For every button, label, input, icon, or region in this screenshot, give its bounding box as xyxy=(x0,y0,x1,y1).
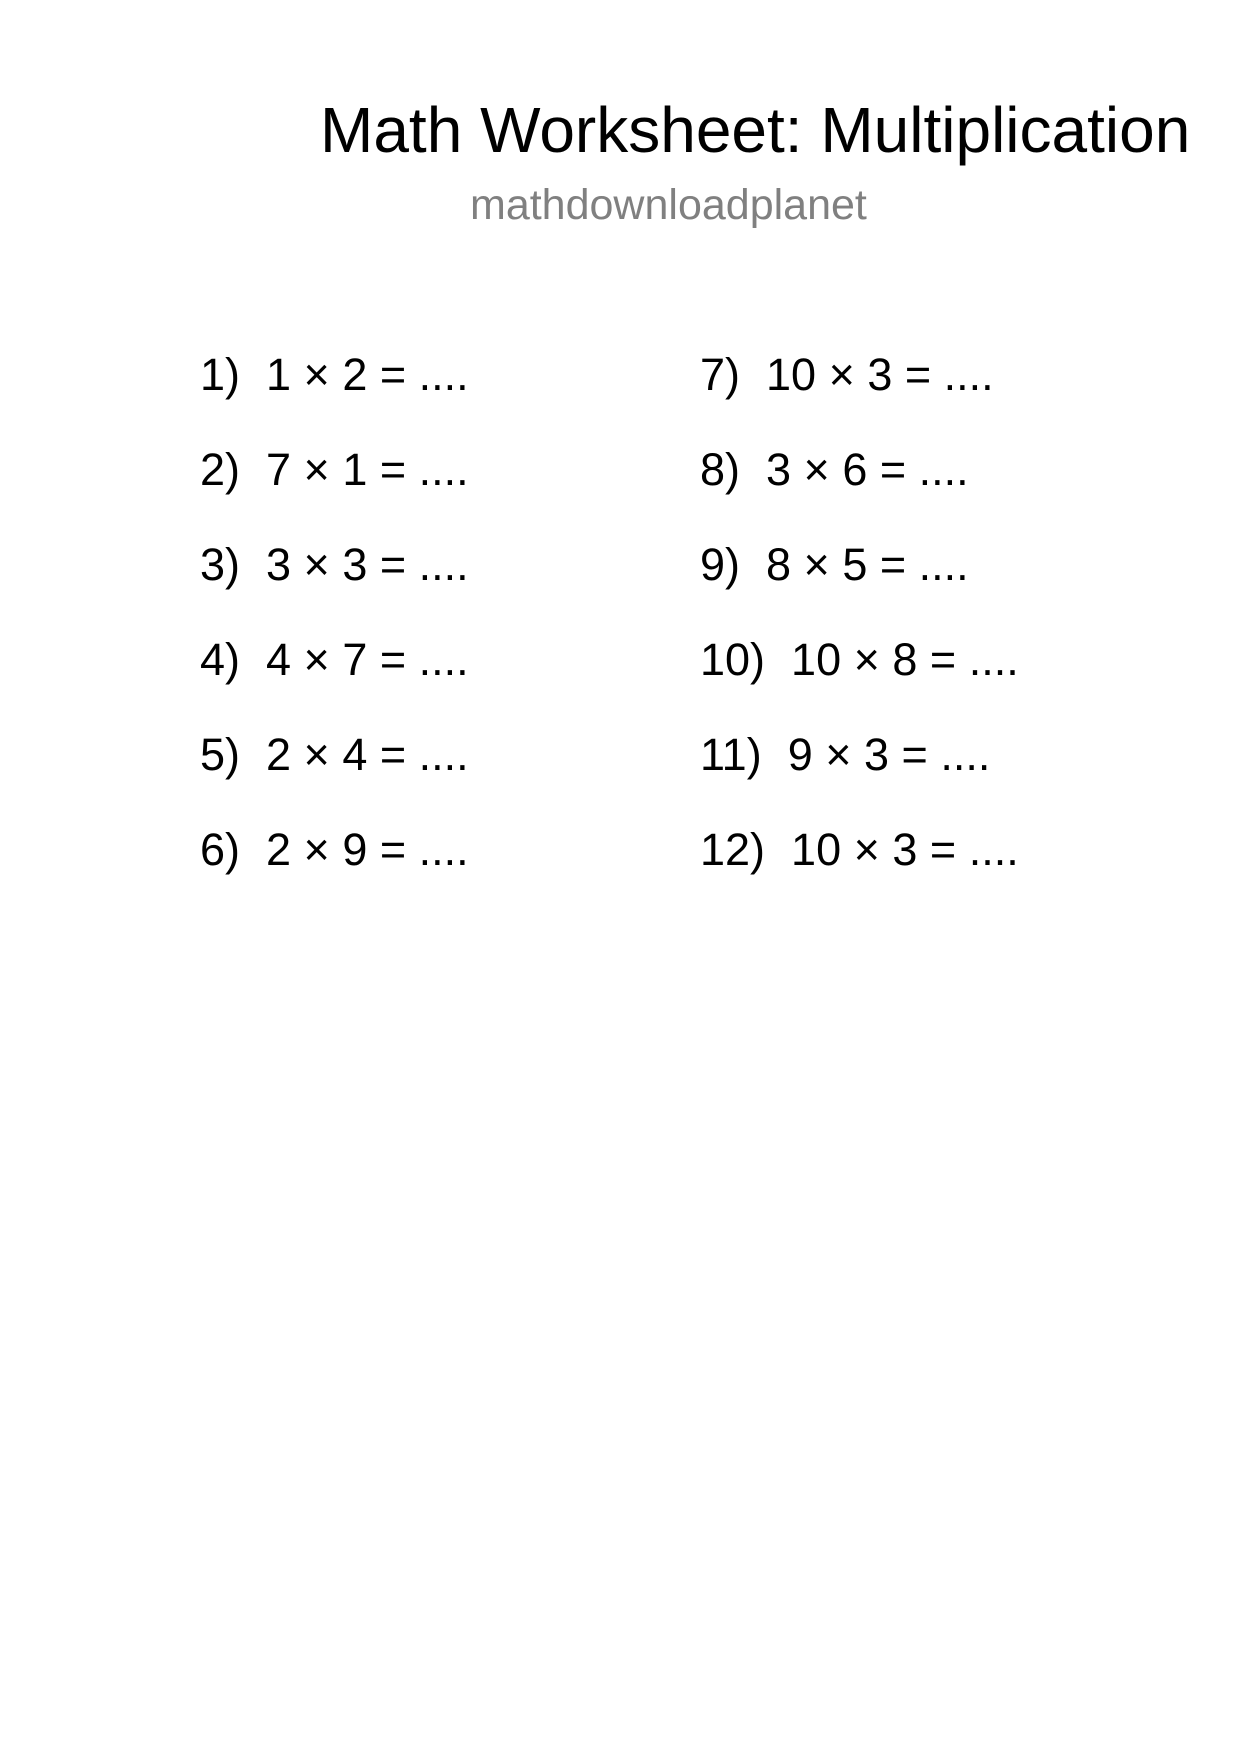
problem-item xyxy=(700,824,1019,922)
problem-item xyxy=(700,539,1019,637)
problem-item xyxy=(200,444,469,542)
problem-expression: 8 × 5 = .... xyxy=(766,539,969,590)
problem-number: 5) xyxy=(200,729,241,780)
problem-item xyxy=(200,729,469,827)
problem-expression: 3 × 6 = .... xyxy=(766,444,969,495)
problem-item xyxy=(700,634,1019,732)
problem-number: 11) xyxy=(700,729,762,780)
problem-expression: 10 × 8 = .... xyxy=(791,634,1019,685)
problem-number: 8) xyxy=(700,444,741,495)
problem-expression: 10 × 3 = .... xyxy=(791,824,1019,875)
worksheet-title: Math Worksheet: Multiplication xyxy=(320,94,1191,166)
problem-item xyxy=(700,729,1019,827)
problem-number: 12) xyxy=(700,824,766,875)
problem-expression: 2 × 9 = .... xyxy=(266,824,469,875)
problem-item xyxy=(200,349,469,447)
problem-number: 3) xyxy=(200,539,241,590)
problem-column-right xyxy=(700,349,1019,922)
problem-number: 1) xyxy=(200,349,241,400)
problem-expression: 7 × 1 = .... xyxy=(266,444,469,495)
problem-expression: 9 × 3 = .... xyxy=(787,729,991,780)
problem-number: 7) xyxy=(700,349,741,400)
problem-item xyxy=(200,634,469,732)
problem-expression: 10 × 3 = .... xyxy=(766,349,994,400)
problem-item xyxy=(700,444,1019,542)
problem-expression: 2 × 4 = .... xyxy=(266,729,469,780)
problem-expression: 3 × 3 = .... xyxy=(266,539,469,590)
problem-expression: 1 × 2 = .... xyxy=(266,349,469,400)
problem-number: 2) xyxy=(200,444,241,495)
problem-item xyxy=(200,539,469,637)
problem-number: 4) xyxy=(200,634,241,685)
problem-item xyxy=(700,349,1019,447)
problem-number: 6) xyxy=(200,824,241,875)
problem-column-left xyxy=(200,349,469,922)
problem-number: 9) xyxy=(700,539,741,590)
worksheet-subtitle: mathdownloadplanet xyxy=(470,181,867,229)
problem-expression: 4 × 7 = .... xyxy=(266,634,469,685)
problem-item xyxy=(200,824,469,922)
problem-number: 10) xyxy=(700,634,766,685)
